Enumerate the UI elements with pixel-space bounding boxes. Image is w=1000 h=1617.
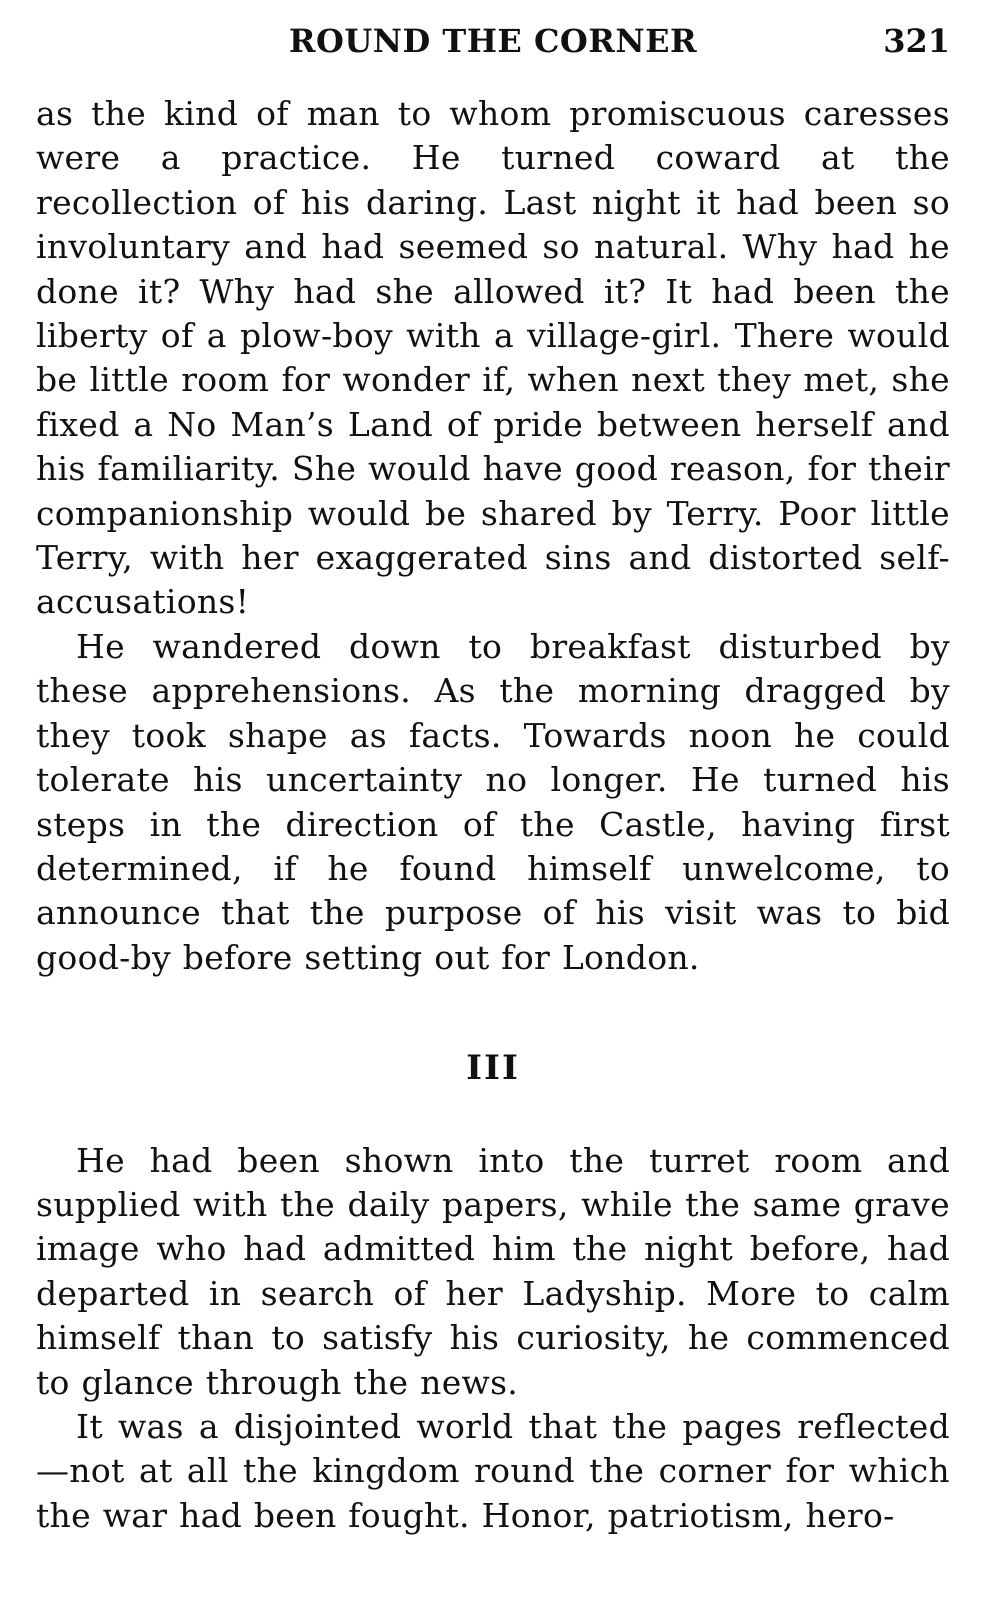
paragraph: He wandered down to breakfast disturbed by these apprehensions. As the morning dragged by they took shape as facts. Towards noon he could tolerate his uncertainty no longer. He turned his steps in the direction of the Castle, having first determined, if he found himself unwelcome, to announce that the purpose of his visit was to bid good-by before setting out for London. xyxy=(36,626,950,977)
page-header xyxy=(36,22,950,72)
paragraph: He had been shown into the turret room and supplied with the daily papers, while the same grave image who had admitted him the night before, had departed in search of her Ladyship. More to calm himself than to satisfy his curiosity, he commenced to glance through the news. xyxy=(36,1140,950,1402)
paragraph: It was a disjointed world that the pages reflected —not at all the kingdom round the corner for which the war had been fought. Honor, patriotism, hero- xyxy=(36,1406,950,1535)
paragraph-continued: as the kind of man to whom promiscuous caresses were a practice. He turned coward at the recollection of his daring. Last night it had been so involuntary and had seemed so natural. Why had he done it? Why had she allowed it? It had been the liberty of a plow-boy with a village-girl. There would be little room for wonder if, when next they met, she fixed a No Man’s Land of pride between herself and his familiarity. She would have good reason, for their companionship would be shared by Terry. Poor little Terry, with her exaggerated sins and distorted self-accusations! xyxy=(36,94,950,622)
section-heading: III xyxy=(466,1048,520,1089)
page-body xyxy=(36,92,950,1538)
running-title: ROUND THE CORNER xyxy=(288,22,698,60)
page-number: 321 xyxy=(883,22,950,60)
